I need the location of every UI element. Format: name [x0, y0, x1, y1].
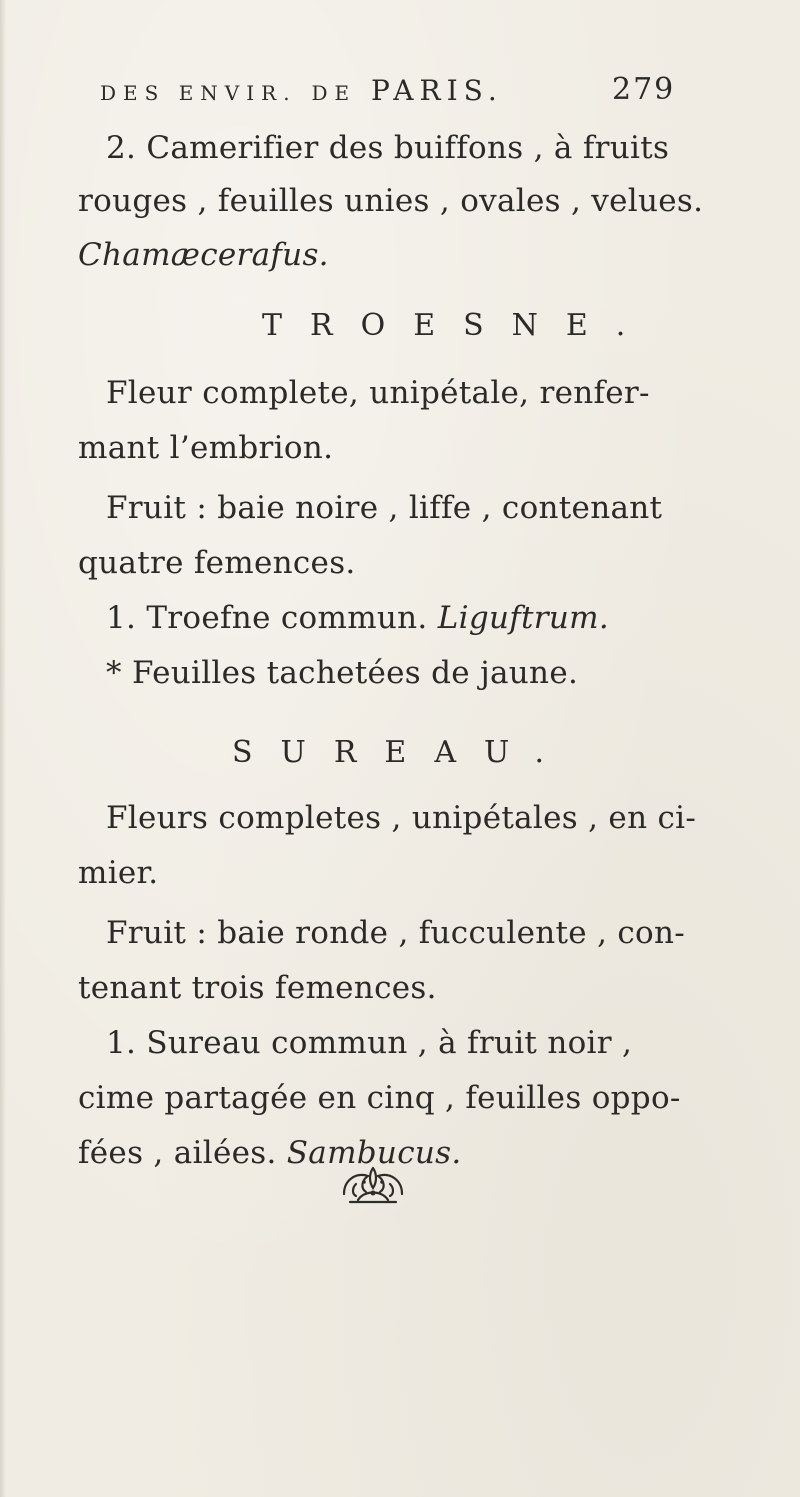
sureau-line: 1. Sureau commun , à fruit noir , — [106, 1025, 633, 1061]
troesne-line — [106, 600, 609, 636]
latin-name: Sambucus. — [286, 1135, 462, 1171]
sureau-line: Fleurs completes , unipétales , en ci- — [106, 800, 697, 836]
troesne-line: mant l’embrion. — [78, 430, 334, 466]
section-title-troesne: TROESNE. — [262, 308, 654, 343]
header-part2: DE — [311, 81, 357, 105]
latin-name: Chamæcerafus. — [78, 237, 329, 273]
sureau-line: Fruit : baie ronde , fucculente , con- — [106, 915, 686, 951]
troesne-line: Fruit : baie noire , liffe , contenant — [106, 490, 663, 526]
header-part1: DES ENVIR. — [100, 81, 297, 105]
sureau-line: mier. — [78, 855, 159, 891]
page-edge — [0, 0, 6, 1497]
sureau-text: fées , ailées. — [78, 1135, 277, 1171]
troesne-line: * Feuilles tachetées de jaune. — [106, 655, 579, 691]
sureau-line: cime partagée en cinq , feuilles oppo- — [78, 1080, 681, 1116]
entry-line: rouges , feuilles unies , ovales , velues. — [78, 183, 704, 219]
entry-line: 2. Camerifier des buiffons , à fruits — [106, 130, 670, 166]
page-number: 279 — [612, 72, 676, 107]
sureau-line: tenant trois femences. — [78, 970, 437, 1006]
troesne-line: Fleur complete, unipétale, renfer- — [106, 375, 650, 411]
fleuron-ornament-icon — [338, 1160, 408, 1208]
section-title-sureau: SUREAU. — [232, 735, 573, 770]
latin-name: Liguftrum. — [437, 600, 610, 636]
species-name: 1. Troefne commun. — [106, 600, 428, 636]
header-part3: PARIS. — [371, 74, 503, 107]
running-header — [100, 72, 676, 107]
troesne-line: quatre femences. — [78, 545, 356, 581]
